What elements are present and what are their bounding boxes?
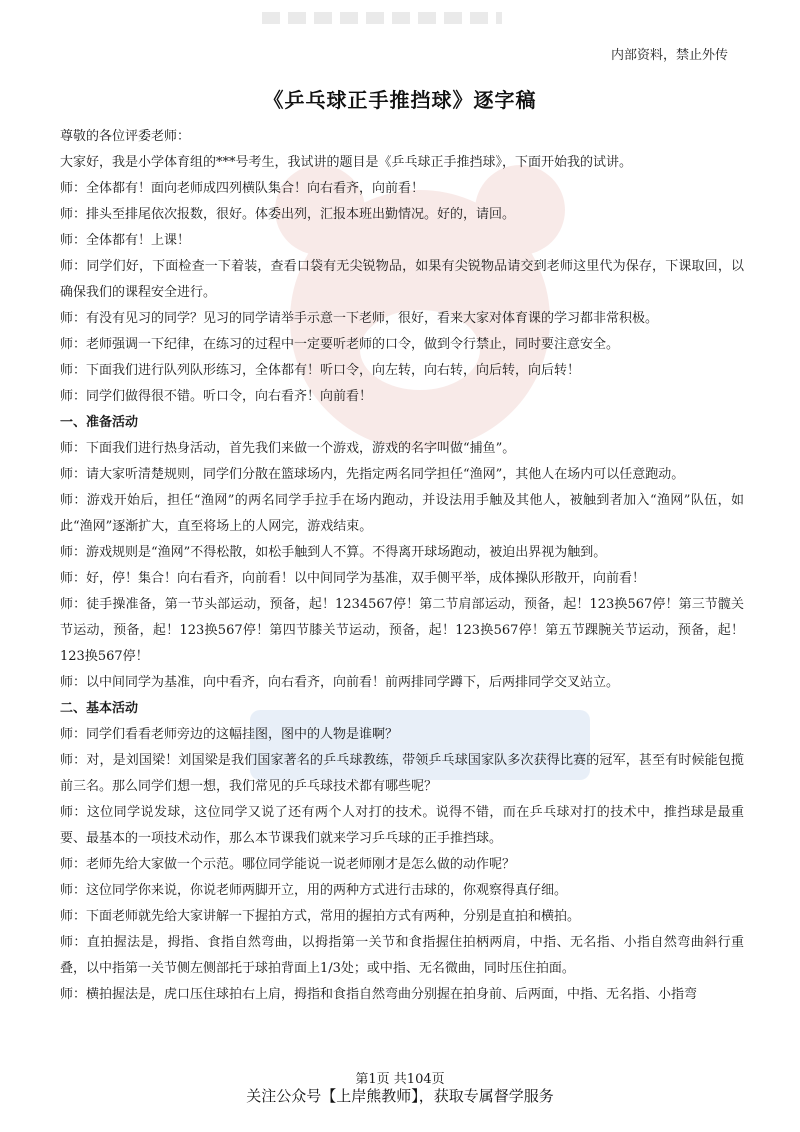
transcript-line: 师：有没有见习的同学？见习的同学请举手示意一下老师，很好，看来大家对体育课的学习都非常积极。 [60,311,659,326]
transcript-line: 师：下面我们进行热身活动，首先我们来做一个游戏，游戏的名字叫做“捕鱼”。 [60,441,516,456]
footer-promo: 关注公众号【上岸熊教师】，获取专属督学服务 [246,1087,554,1105]
transcript-line: 师：横拍握法是，虎口压住球拍右上肩，拇指和食指自然弯曲分别握在拍身前、后两面，中指、无名指、小指弯 [60,987,698,1002]
document-title: 《乒乓球正手推挡球》逐字稿 [263,88,537,112]
page-number: 第1页 共104页 [355,1072,445,1087]
transcript-line: 师：下面老师就先给大家讲解一下握拍方式，常用的握拍方式有两种，分别是直拍和横拍。 [60,909,581,924]
greeting: 尊敬的各位评委老师： [60,129,191,144]
transcript-line: 师：好，停！集合！向右看齐，向前看！以中间同学为基准，双手侧平举，成体操队形散开，向前看！ [60,571,646,586]
transcript-line: 师：游戏开始后，担任“渔网”的两名同学手拉手在场内跑动，并设法用手触及其他人，被触到者加入“渔网”队伍，如此“渔网”逐渐扩大，直至将场上的人网完，游戏结束。 [60,493,744,534]
transcript-line: 师：同学们做得很不错。听口令，向右看齐！向前看！ [60,389,373,404]
transcript-line: 师：同学们好，下面检查一下着装，查看口袋有无尖锐物品，如果有尖锐物品请交到老师这里代为保存，下课取回，以确保我们的课程安全进行。 [60,259,744,300]
transcript-body [60,124,744,1008]
top-header-fragment [262,12,502,24]
transcript-line: 师：游戏规则是“渔网”不得松散，如松手触到人不算。不得离开球场跑动，被迫出界视为触到。 [60,545,607,560]
transcript-line: 师：下面我们进行队列队形练习，全体都有！听口令，向左转，向右转，向后转，向后转！ [60,363,581,378]
transcript-line: 师：请大家听清楚规则，同学们分散在篮球场内，先指定两名同学担任“渔网”，其他人在场内可以任意跑动。 [60,467,685,482]
transcript-line: 师：这位同学说发球，这位同学又说了还有两个人对打的技术。说得不错，而在乒乓球对打的技术中，推挡球是最重要、最基本的一项技术动作，那么本节课我们就来学习乒乓球的正手推挡球。 [60,805,744,846]
section-heading-warmup: 一、准备活动 [60,415,139,430]
transcript-line: 师：排头至排尾依次报数，很好。体委出列，汇报本班出勤情况。好的，请回。 [60,207,516,222]
transcript-line: 师：全体都有！上课！ [60,233,191,248]
transcript-line: 师：同学们看看老师旁边的这幅挂图，图中的人物是谁啊？ [60,727,399,742]
section-heading-basic: 二、基本活动 [60,701,139,716]
transcript-line: 师：这位同学你来说，你说老师两脚开立，用的两种方式进行击球的，你观察得真仔细。 [60,883,568,898]
transcript-line: 师：老师先给大家做一个示范。哪位同学能说一说老师刚才是怎么做的动作呢？ [60,857,516,872]
intro-paragraph: 大家好，我是小学体育组的***号考生，我试讲的题目是《乒乓球正手推挡球》，下面开始我的试讲。 [60,155,633,170]
transcript-line: 师：以中间同学为基准，向中看齐，向右看齐，向前看！前两排同学蹲下，后两排同学交叉站立。 [60,675,620,690]
transcript-line: 师：徒手操准备，第一节头部运动，预备，起！1234567停！第二节肩部运动，预备，起！123换567停！第三节髋关节运动，预备，起！123换567停！第四节膝关节运动，预备，起！123换567停！第五节踝腕关节运动，预备，起！123换567停！ [60,597,744,664]
transcript-line: 师：对，是刘国梁！刘国梁是我们国家著名的乒乓球教练，带领乒乓球国家队多次获得比赛的冠军，甚至有时候能包揽前三名。那么同学们想一想，我们常见的乒乓球技术都有哪些呢？ [60,753,744,794]
transcript-line: 师：老师强调一下纪律，在练习的过程中一定要听老师的口令，做到令行禁止，同时要注意安全。 [60,337,620,352]
confidential-note: 内部资料，禁止外传 [610,48,728,63]
transcript-line: 师：直拍握法是，拇指、食指自然弯曲，以拇指第一关节和食指握住拍柄两肩，中指、无名指、小指自然弯曲斜行重叠，以中指第一关节侧左侧部托于球拍背面上1/3处；或中指、无名微曲，同时压住拍面。 [60,935,744,976]
transcript-line: 师：全体都有！面向老师成四列横队集合！向右看齐，向前看！ [60,181,425,196]
